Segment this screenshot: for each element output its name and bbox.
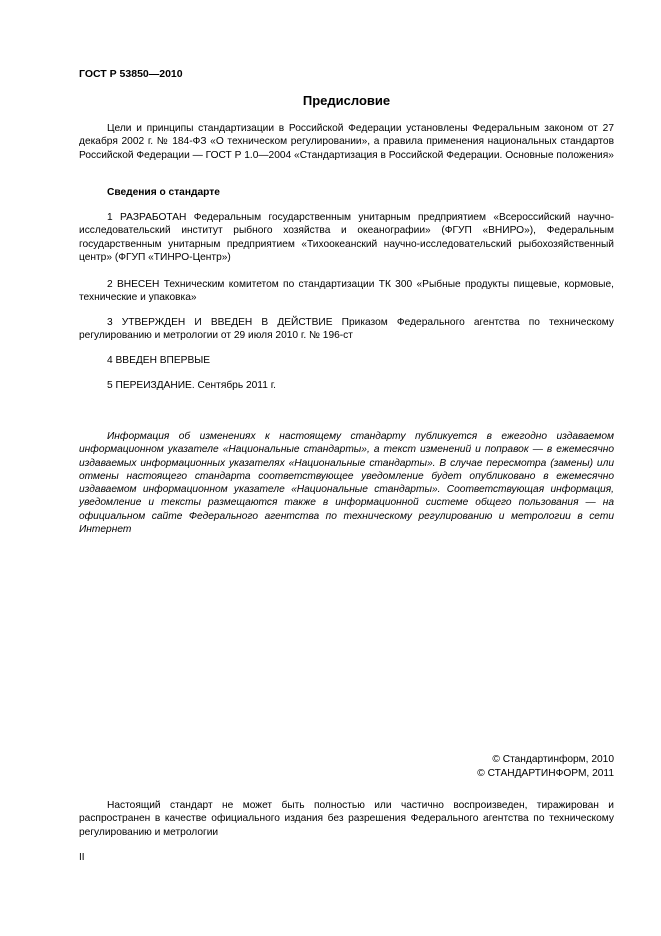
copyright-2011: © СТАНДАРТИНФОРМ, 2011	[477, 768, 614, 779]
page-title: Предисловие	[302, 93, 391, 108]
reproduction-notice: Настоящий стандарт не может быть полностью или частично воспроизведен, тиражирован и распространен в качестве официального издания без разрешения Федерального агентства по техническому регулированию и метрологии	[79, 800, 614, 838]
item-approved: 3 УТВЕРЖДЕН И ВВЕДЕН В ДЕЙСТВИЕ Приказом Федерального агентства по техническому регулированию и метрологии от 29 июля 2010 г. № 196-ст	[79, 317, 614, 342]
intro-paragraph: Цели и принципы стандартизации в Российской Федерации установлены Федеральным законом от 27 декабря 2002 г. № 184-ФЗ «О техническом регулировании», а правила применения национальных стандартов Российской Федерации — ГОСТ Р 1.0—2004 «Стандартизация в Российской Федерации. Основные положения»	[79, 123, 614, 161]
page-number: II	[79, 852, 85, 863]
copyright-2010: © Стандартинформ, 2010	[492, 754, 614, 765]
item-first-introduced: 4 ВВЕДЕН ВПЕРВЫЕ	[107, 355, 211, 366]
standard-code-header: ГОСТ Р 53850—2010	[79, 68, 183, 80]
item-reissue: 5 ПЕРЕИЗДАНИЕ. Сентябрь 2011 г.	[107, 380, 277, 391]
item-introduced-by: 2 ВНЕСЕН Техническим комитетом по стандартизации ТК 300 «Рыбные продукты пищевые, кормовые, технические и упаковка»	[79, 279, 614, 304]
item-developed-by: 1 РАЗРАБОТАН Федеральным государственным унитарным предприятием «Всероссийский научно-исследовательский институт рыбного хозяйства и океанографии» (ФГУП «ВНИРО»), Федеральным государственным унитарным предприятием «Тихоокеанский научно-исследовательский рыбохозяйственный центр» (ФГУП «ТИНРО-Центр»)	[79, 212, 614, 263]
about-standard-heading: Сведения о стандарте	[107, 187, 220, 198]
changes-info-notice: Информация об изменениях к настоящему стандарту публикуется в ежегодно издаваемом информационном указателе «Национальные стандарты», а текст изменений и поправок — в ежемесячно издаваемых информационных указателях «Национальные стандарты». В случае пересмотра (замены) или отмены настоящего стандарта соответствующее уведомление будет опубликовано в ежемесячно издаваемом информационном указателе «Национальные стандарты». Соответствующая информация, уведомление и тексты размещаются также в информационной системе общего пользования — на официальном сайте Федерального агентства по техническому регулированию и метрологии в сети Интернет	[79, 431, 614, 536]
